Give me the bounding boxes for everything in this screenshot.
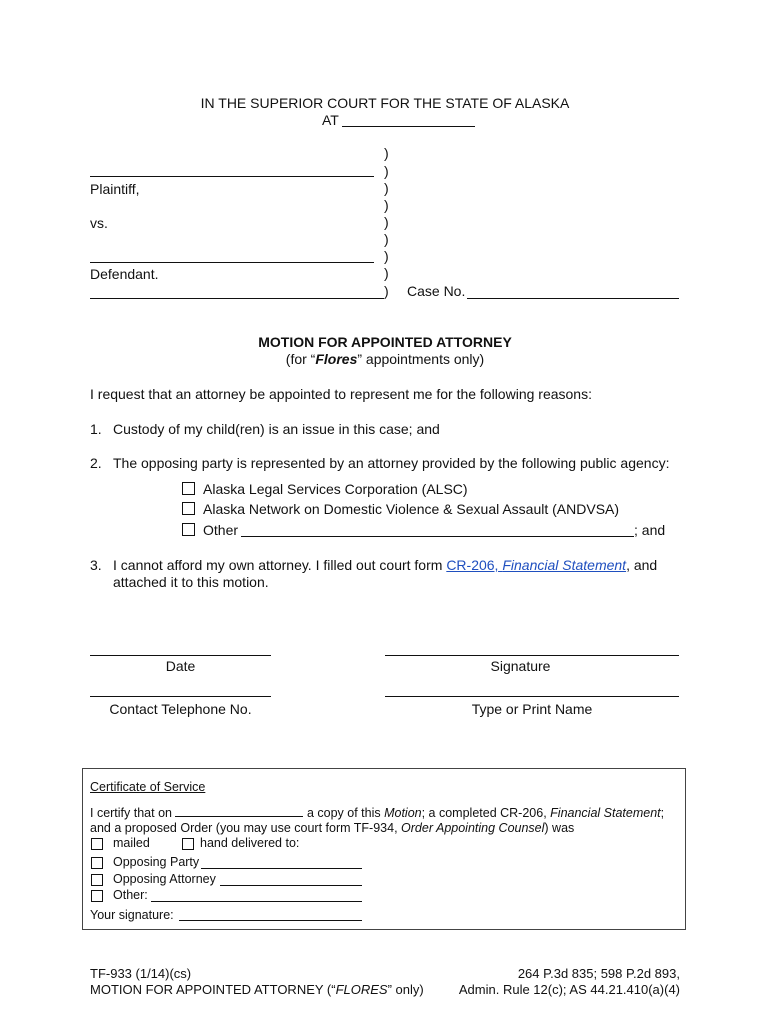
plaintiff-name-field[interactable] bbox=[90, 176, 374, 177]
item-3-number: 3. bbox=[90, 557, 102, 573]
caption-paren: ) bbox=[384, 214, 389, 230]
other-recipient-label: Other: bbox=[113, 888, 148, 902]
signature-label: Signature bbox=[490, 658, 551, 674]
service-date-field[interactable] bbox=[175, 805, 303, 817]
caption-bottom-line bbox=[90, 298, 384, 299]
telephone-field[interactable] bbox=[90, 696, 271, 697]
at-location-field[interactable] bbox=[342, 126, 475, 127]
opposing-party-checkbox[interactable] bbox=[91, 857, 103, 869]
case-no-field[interactable] bbox=[467, 298, 679, 299]
vs-label: vs. bbox=[90, 215, 108, 231]
caption-paren: ) bbox=[384, 231, 389, 247]
agency-alsc-label: Alaska Legal Services Corporation (ALSC) bbox=[203, 481, 468, 497]
document-title: MOTION FOR APPOINTED ATTORNEY bbox=[258, 334, 512, 350]
caption-paren: ) bbox=[384, 283, 389, 299]
form-title-footer: MOTION FOR APPOINTED ATTORNEY (“FLORES” only) bbox=[90, 982, 424, 997]
item-2-text: The opposing party is represented by an attorney provided by the following public agency: bbox=[113, 455, 670, 471]
telephone-label: Contact Telephone No. bbox=[109, 701, 252, 717]
other-recipient-field[interactable] bbox=[151, 901, 362, 902]
mailed-label: mailed bbox=[113, 836, 150, 850]
date-label: Date bbox=[165, 658, 196, 674]
item-3-text: I cannot afford my own attorney. I filled out court form CR-206, Financial Statement, and bbox=[113, 557, 658, 573]
andvsa-checkbox[interactable] bbox=[182, 502, 195, 515]
hand-delivered-label: hand delivered to: bbox=[200, 836, 300, 850]
citation-line-1: 264 P.3d 835; 598 P.2d 893, bbox=[517, 966, 680, 981]
item-1-number: 1. bbox=[90, 421, 102, 437]
form-id: TF-933 (1/14)(cs) bbox=[90, 966, 192, 981]
certificate-line-2: and a proposed Order (you may use court form TF-934, Order Appointing Counsel) was bbox=[90, 821, 575, 835]
caption-paren: ) bbox=[384, 248, 389, 264]
certificate-heading: Certificate of Service bbox=[90, 780, 206, 794]
signature-field[interactable] bbox=[385, 655, 679, 656]
mailed-checkbox[interactable] bbox=[91, 838, 103, 850]
print-name-label: Type or Print Name bbox=[471, 701, 593, 717]
alsc-checkbox[interactable] bbox=[182, 482, 195, 495]
plaintiff-label: Plaintiff, bbox=[90, 181, 140, 197]
agency-other-label: Other bbox=[203, 522, 239, 538]
other-agency-field[interactable] bbox=[241, 536, 634, 537]
defendant-label: Defendant. bbox=[90, 266, 159, 282]
caption-paren: ) bbox=[384, 265, 389, 281]
certificate-signature-field[interactable] bbox=[179, 920, 362, 921]
caption-paren: ) bbox=[384, 180, 389, 196]
opposing-attorney-label: Opposing Attorney bbox=[113, 872, 216, 886]
print-name-field[interactable] bbox=[385, 696, 679, 697]
other-recipient-checkbox[interactable] bbox=[91, 890, 103, 902]
item-1-text: Custody of my child(ren) is an issue in this case; and bbox=[113, 421, 440, 437]
item-3-text-continued: attached it to this motion. bbox=[113, 574, 269, 590]
at-label: AT bbox=[322, 112, 339, 128]
citation-line-2: Admin. Rule 12(c); AS 44.21.410(a)(4) bbox=[458, 982, 680, 997]
case-no-label: Case No. bbox=[407, 283, 466, 299]
opposing-party-field[interactable] bbox=[201, 868, 362, 869]
caption-paren: ) bbox=[384, 197, 389, 213]
opposing-party-label: Opposing Party bbox=[113, 855, 200, 869]
item-2-number: 2. bbox=[90, 455, 102, 471]
document-subtitle: (for “Flores” appointments only) bbox=[285, 351, 485, 367]
cr-206-form-link[interactable]: CR-206, Financial Statement bbox=[446, 557, 627, 573]
date-field[interactable] bbox=[90, 655, 271, 656]
other-agency-suffix: ; and bbox=[634, 522, 666, 538]
hand-delivered-checkbox[interactable] bbox=[182, 838, 194, 850]
certificate-line-1: I certify that on a copy of this Motion; a completed CR-206, Financial Statement; bbox=[90, 806, 665, 820]
court-heading: IN THE SUPERIOR COURT FOR THE STATE OF ALASKA bbox=[200, 95, 570, 111]
agency-andvsa-label: Alaska Network on Domestic Violence & Sexual Assault (ANDVSA) bbox=[203, 501, 620, 517]
caption-paren: ) bbox=[384, 163, 389, 179]
opposing-attorney-field[interactable] bbox=[220, 885, 362, 886]
other-agency-checkbox[interactable] bbox=[182, 523, 195, 536]
intro-text: I request that an attorney be appointed to represent me for the following reasons: bbox=[90, 386, 592, 402]
your-signature-label: Your signature: bbox=[90, 908, 174, 922]
defendant-name-field[interactable] bbox=[90, 262, 374, 263]
caption-paren: ) bbox=[384, 145, 389, 161]
opposing-attorney-checkbox[interactable] bbox=[91, 874, 103, 886]
